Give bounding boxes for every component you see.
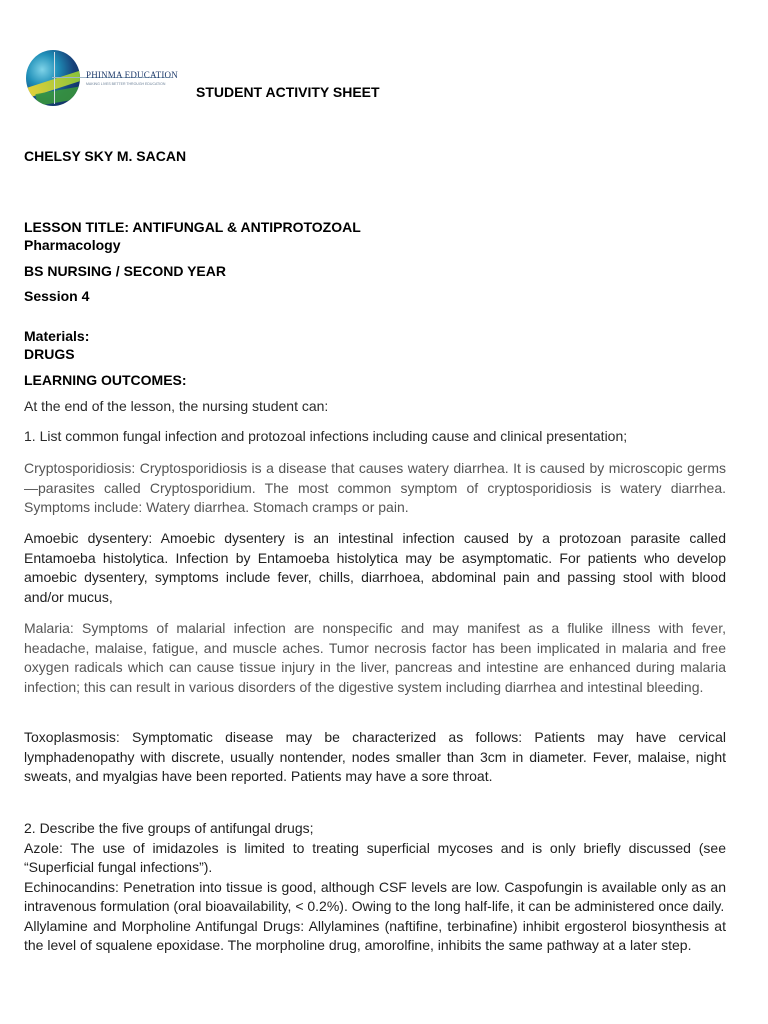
amoebic-dysentery-paragraph: Amoebic dysentery: Amoebic dysentery is an intestinal infection caused by a protozoan parasite called Entamoeba histolytica. Infection by Entamoeba histolytica may be asymptomatic. For patients who develop amoebic dysentery, symptoms include fever, chills, diarrhoea, abdominal pain and passing stool with blood and/or mucus,	[24, 530, 726, 605]
azole-paragraph: Azole: The use of imidazoles is limited to treating superficial mycoses and is only briefly discussed (see “Superficial fungal infections”).	[24, 839, 726, 875]
materials-value: DRUGS	[24, 346, 75, 362]
echinocandins-paragraph: Echinocandins: Penetration into tissue is good, although CSF levels are low. Caspofungin is available only as an intravenous formulation (oral bioavailability, < 0.2%). Owing to the long half-life, it can be administered once daily.	[24, 878, 726, 914]
toxoplasmosis-paragraph: Toxoplasmosis: Symptomatic disease may be characterized as follows: Patients may have cervical lymphadenopathy with discrete, usually nontender, nodes smaller than 3cm in diameter. Fever, malaise, night sweats, and myalgias have been reported. Patients may have a sore throat.	[24, 729, 726, 784]
lesson-subject: Pharmacology	[24, 237, 121, 253]
learning-outcome-item-1: 1. List common fungal infection and protozoal infections including cause and clinical presentation;	[24, 428, 628, 444]
lesson-program: BS NURSING / SECOND YEAR	[24, 263, 226, 279]
student-name: CHELSY SKY M. SACAN	[24, 148, 187, 164]
logo-name: PHINMA EDUCATION	[86, 70, 178, 80]
phinma-education-logo	[26, 50, 186, 110]
materials-label: Materials:	[24, 328, 90, 344]
allylamine-paragraph: Allylamine and Morpholine Antifungal Drugs: Allylamines (naftifine, terbinafine) inhibit ergosterol biosynthesis at the level of squalene epoxidase. The morpholine drug, amorolfine, inhibits the same pathway at a later step.	[24, 917, 726, 953]
learning-outcomes-heading: LEARNING OUTCOMES:	[24, 372, 187, 388]
sheet-title: STUDENT ACTIVITY SHEET	[196, 84, 380, 100]
learning-outcomes-intro: At the end of the lesson, the nursing student can:	[24, 398, 329, 414]
antifungal-section	[24, 819, 726, 956]
lesson-title: LESSON TITLE: ANTIFUNGAL & ANTIPROTOZOAL	[24, 219, 361, 235]
logo-tagline: MAKING LIVES BETTER THROUGH EDUCATION	[86, 82, 166, 86]
cryptosporidiosis-paragraph: Cryptosporidiosis: Cryptosporidiosis is a disease that causes watery diarrhea. It is caused by microscopic germs—parasites called Cryptosporidium. The most common symptom of cryptosporidiosis is watery diarrhea. Symptoms include: Watery diarrhea. Stomach cramps or pain.	[24, 460, 726, 515]
antifungal-item-2: 2. Describe the five groups of antifungal drugs;	[24, 820, 314, 836]
malaria-paragraph: Malaria: Symptoms of malarial infection are nonspecific and may manifest as a flulike illness with fever, headache, malaise, fatigue, and muscle aches. Tumor necrosis factor has been implicated in malaria and free oxygen radicals which can cause tissue injury in the liver, pancreas and intestine are enhanced during malaria infection; this can result in various disorders of the digestive system including diarrhea and intestinal bleeding.	[24, 620, 726, 695]
lesson-session: Session 4	[24, 288, 90, 304]
logo-emblem-icon	[26, 50, 80, 106]
